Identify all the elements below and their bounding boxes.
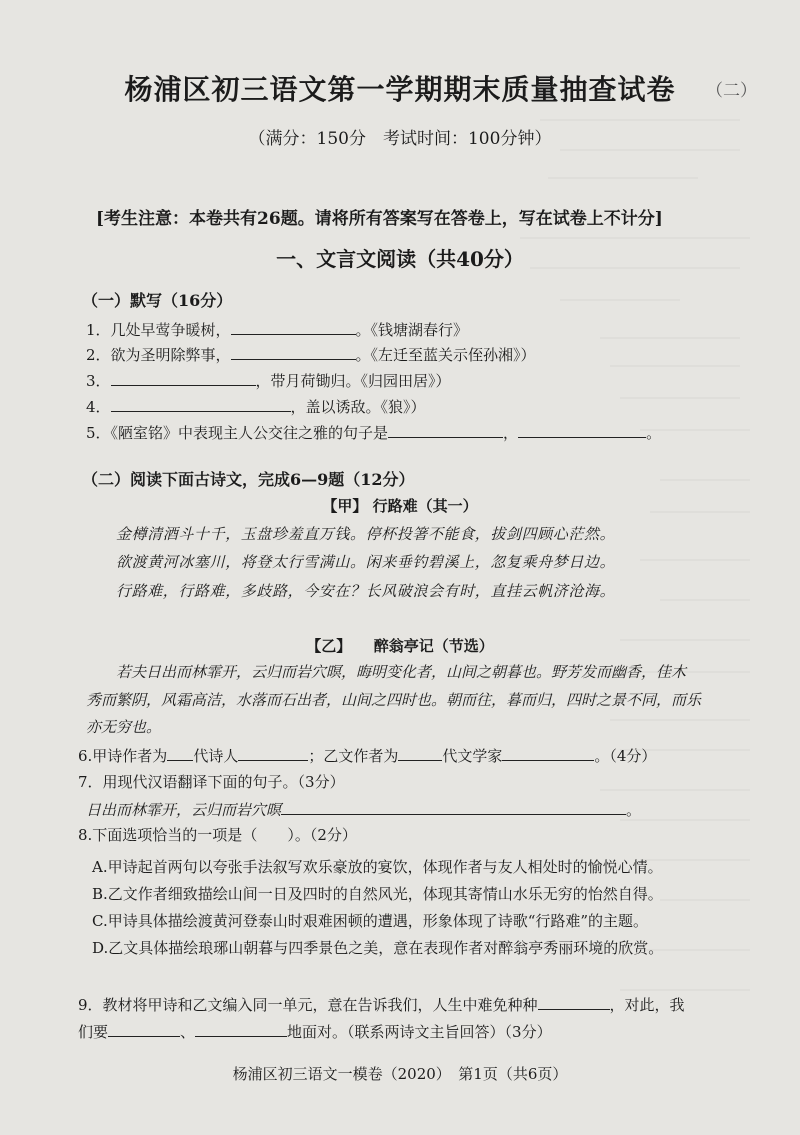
q5-blank-1[interactable] [388,421,503,438]
q6-blank-2[interactable] [238,744,308,761]
poem-a-line-1: 金樽清酒斗十千，玉盘珍羞直万钱。停杯投箸不能食，拔剑四顾心茫然。 [116,525,616,543]
q2-lead: 2．欲为圣明除弊事， [86,346,231,364]
q9-text-e: 地面对。（联系两诗文主旨回答）（3分） [287,1023,552,1041]
q4-lead: 4． [86,398,111,416]
q7-sentence: 日出而林霏开，云归而岩穴暝 [86,801,282,819]
q6-blank-1[interactable] [167,744,193,761]
q4-tail: ，盖以诱敌。《狼》） [290,398,426,416]
q1-lead: 1．几处早莺争暖树， [86,321,231,339]
q8-option-b[interactable]: B.乙文作者细致描绘山间一日及四时的自然风光，体现其寄情山水乐无穷的怡然自得。 [92,885,663,903]
part1-heading: （一）默写（16分） [82,291,233,310]
q7-blank[interactable] [281,798,626,815]
question-9-line-1 [78,993,685,1015]
question-5 [86,421,661,443]
section-title: 一、文言文阅读（共40分） [276,247,524,271]
q9-text-a: 9．教材将甲诗和乙文编入同一单元，意在告诉我们，人生中难免种种 [78,996,538,1014]
poem-a-title: 【甲】 行路难（其一） [322,497,478,515]
q4-blank[interactable] [111,395,291,412]
q5-lead: 5．《陋室铭》中表现主人公交往之雅的句子是 [86,424,389,442]
poem-a-line-2: 欲渡黄河冰塞川，将登太行雪满山。闲来垂钓碧溪上，忽复乘舟梦日边。 [116,553,616,571]
q3-tail: ，带月荷锄归。《归园田居》） [255,372,451,390]
q6-blank-3[interactable] [398,744,442,761]
question-8: 8.下面选项恰当的一项是（ ）。（2分） [78,826,357,844]
prose-b-line-2: 秀而繁阴，风霜高洁，水落而石出者，山间之四时也。朝而往，暮而归，四时之景不同，而乐 [86,691,702,709]
question-7: 7．用现代汉语翻译下面的句子。（3分） [78,773,345,791]
q6-part-a: 6.甲诗作者为 [78,747,168,765]
q5-mid: ， [503,424,519,442]
q6-part-c: ；乙文作者为 [308,747,399,765]
q6-part-d: 代文学家 [442,747,503,765]
q9-blank-3[interactable] [195,1020,287,1037]
q9-blank-2[interactable] [108,1020,180,1037]
exam-title: 杨浦区初三语文第一学期期末质量抽查试卷 [124,73,676,106]
exam-notice: [考生注意：本卷共有26题。请将所有答案写在答卷上，写在试卷上不计分] [96,209,663,229]
q8-option-a[interactable]: A.甲诗起首两句以夸张手法叙写欢乐豪放的宴饮，体现作者与友人相处时的愉悦心情。 [92,858,663,876]
prose-b-title: 【乙】 醉翁亭记（节选） [306,637,494,655]
q1-tail: 。《钱塘湖春行》 [355,321,469,339]
q7-end: 。 [626,801,642,819]
q9-text-d: 、 [180,1023,196,1041]
prose-b-line-3: 亦无穷也。 [86,718,162,736]
q3-lead: 3． [86,372,111,390]
question-3 [86,369,451,391]
q9-text-b: ，对此，我 [609,996,685,1014]
q2-tail: 。《左迁至蓝关示侄孙湘》） [355,346,536,364]
question-1 [86,318,468,340]
exam-subtitle: （满分：150分 考试时间：100分钟） [248,129,552,149]
question-6 [78,744,656,766]
poem-a-line-3: 行路难，行路难，多歧路，今安在？长风破浪会有时，直挂云帆济沧海。 [116,582,616,600]
prose-b-line-1: 若夫日出而林霏开，云归而岩穴暝，晦明变化者，山间之朝暮也。野芳发而幽香，佳木 [116,663,687,681]
q6-blank-4[interactable] [502,744,594,761]
q1-blank[interactable] [231,318,356,335]
q3-blank[interactable] [111,369,256,386]
question-4 [86,395,426,417]
q6-part-b: 代诗人 [193,747,239,765]
q2-blank[interactable] [231,343,356,360]
q9-text-c: 们要 [78,1023,109,1041]
title-corner-mark: （二） [706,81,757,101]
q5-tail: 。 [646,424,662,442]
q5-blank-2[interactable] [518,421,646,438]
q8-option-d[interactable]: D.乙文具体描绘琅琊山朝暮与四季景色之美，意在表现作者对醉翁亭秀丽环境的欣赏。 [92,939,664,957]
part2-heading: （二）阅读下面古诗文，完成6—9题（12分） [82,470,415,489]
page-footer: 杨浦区初三语文一模卷（2020） 第1页（共6页） [232,1065,568,1083]
q9-blank-1[interactable] [538,993,610,1010]
question-2 [86,343,536,365]
q7-answer-line [86,798,641,820]
question-9-line-2 [78,1020,552,1042]
q6-part-e: 。（4分） [594,747,657,765]
q8-option-c[interactable]: C.甲诗具体描绘渡黄河登泰山时艰难困顿的遭遇，形象体现了诗歌“行路难”的主题。 [92,912,649,930]
